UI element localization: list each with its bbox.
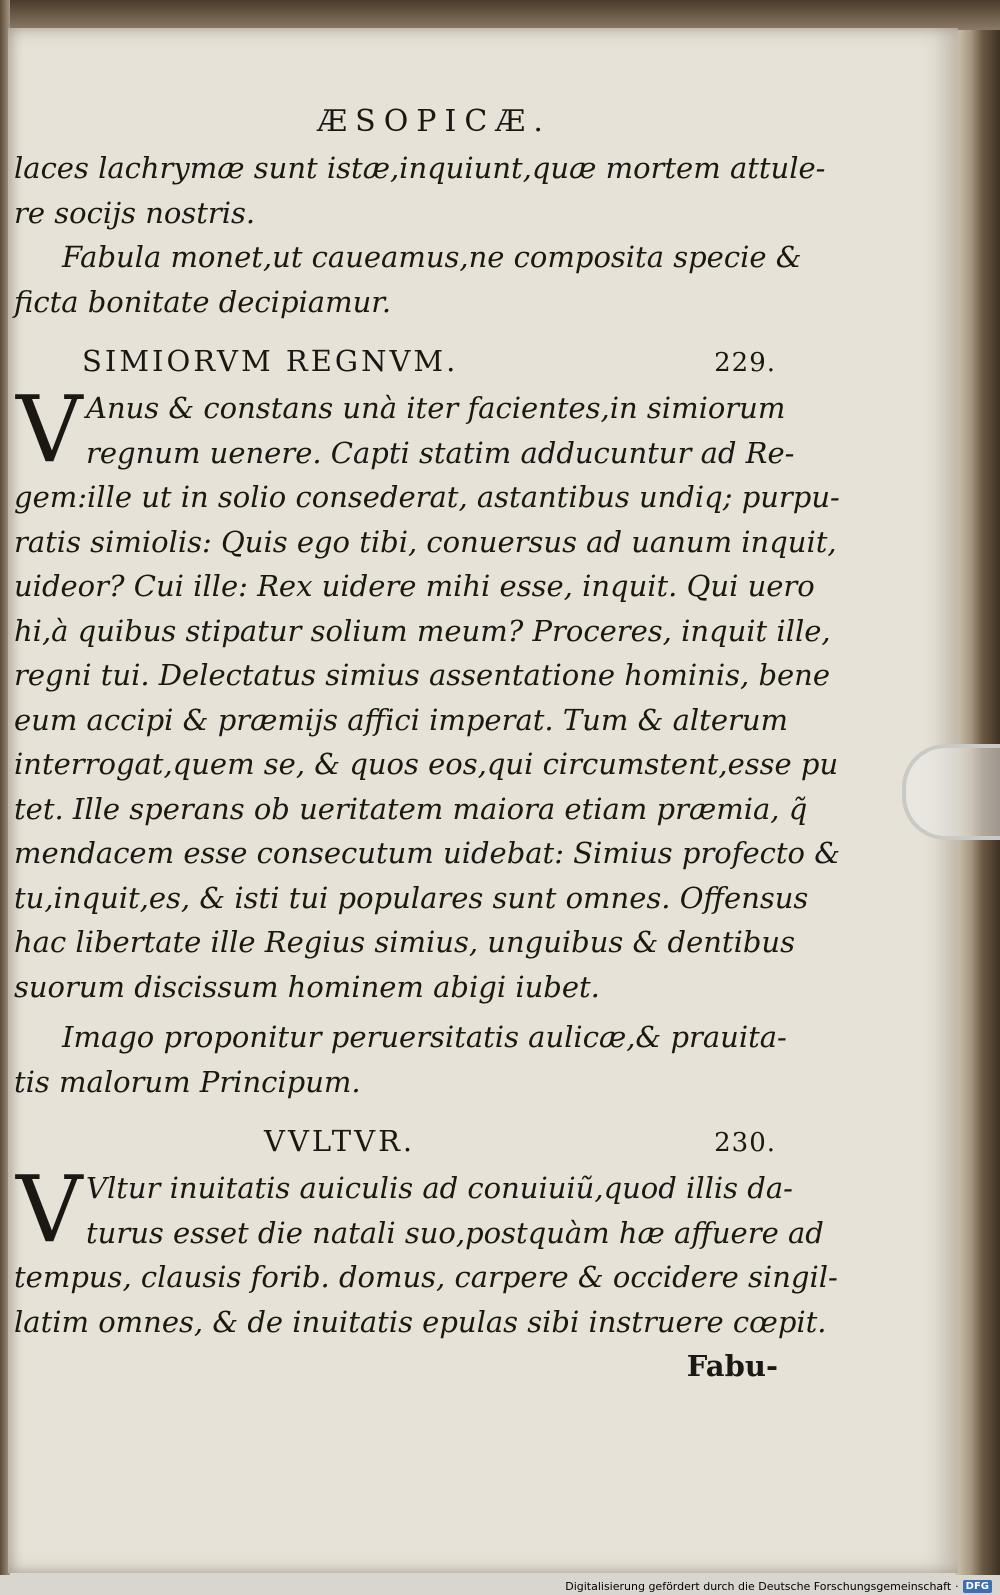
fable-number: 229. [714, 348, 776, 378]
fable-230-body [14, 1156, 838, 1389]
page-holder-clip [902, 744, 1000, 840]
text-line: ratis simiolis: Quis ego tibi, conuersus ad uanum inquit, [14, 524, 837, 559]
text-line: Anus & constans unà iter facientes,in simiorum [86, 391, 786, 425]
drop-capital: V [16, 376, 83, 483]
fable-number: 230. [714, 1128, 776, 1158]
moral-line: Fabula monet,ut caueamus,ne composita specie & [62, 240, 802, 274]
text-line: turus esset die natali suo,postquàm hæ affuere ad [86, 1215, 824, 1250]
drop-capital: V [16, 1156, 83, 1263]
text-line: tempus, clausis forib. domus, carpere & occidere singil- [14, 1260, 838, 1294]
fable-title: SIMIORVM REGNVM. [82, 344, 459, 378]
text-line: interrogat,quem se, & quos eos,qui circumstent,esse pu [14, 747, 839, 781]
text-line: uideor? Cui ille: Rex uidere mihi esse, inquit. Qui uero [14, 569, 815, 603]
fable-230-heading [14, 1118, 784, 1166]
fable-229-body [14, 376, 841, 1104]
text-line: suorum discissum hominem abigi iubet. [14, 969, 600, 1004]
text-line: re socijs nostris. [14, 195, 256, 230]
credit-text: Digitalisierung gefördert durch die Deutsche Forschungsgemeinschaft [565, 1580, 952, 1593]
text-line: eum accipi & præmijs affici imperat. Tum & alterum [14, 702, 789, 737]
moral-line: ficta bonitate decipiamur. [14, 284, 392, 319]
previous-fable-ending [14, 146, 826, 324]
digitization-credit: Digitalisierung gefördert durch die Deutsche Forschungsgemeinschaft · DFG [565, 1580, 992, 1593]
dfg-logo: DFG [963, 1580, 992, 1593]
text-line: laces lachrymæ sunt istæ,inquiunt,quæ mortem attule- [14, 151, 826, 185]
catchword: Fabu- [686, 1349, 778, 1383]
text-line: tet. Ille sperans ob ueritatem maiora etiam præmia, q̃ [14, 791, 808, 826]
running-head: ÆSOPICÆ. [317, 104, 551, 139]
text-line: hi,à quibus stipatur solium meum? Proceres, inquit ille, [14, 613, 831, 648]
text-line: latim omnes, & de inuitatis epulas sibi instruere cœpit. [14, 1304, 827, 1339]
text-line: gem:ille ut in solio consederat, astantibus undiq; purpu- [14, 480, 840, 514]
text-line: hac libertate ille Regius simius, unguibus & dentibus [14, 925, 795, 959]
moral-line: tis malorum Principum. [14, 1064, 361, 1099]
moral-line: Imago proponitur peruersitatis aulicæ,& prauita- [62, 1020, 787, 1054]
page-text [14, 98, 841, 1389]
text-line: tu,inquit,es, & isti tui populares sunt omnes. Offensus [14, 880, 809, 915]
fable-title: VVLTVR. [264, 1124, 416, 1158]
text-line: regni tui. Delectatus simius assentatione hominis, bene [14, 658, 831, 692]
text-line: Vltur inuitatis auiculis ad conuiuiũ,quod illis da- [86, 1171, 793, 1205]
text-line: mendacem esse consecutum uidebat: Simius profecto & [14, 836, 841, 870]
fable-229-heading [14, 338, 784, 386]
text-line: regnum uenere. Capti statim adducuntur ad Re- [86, 435, 795, 470]
